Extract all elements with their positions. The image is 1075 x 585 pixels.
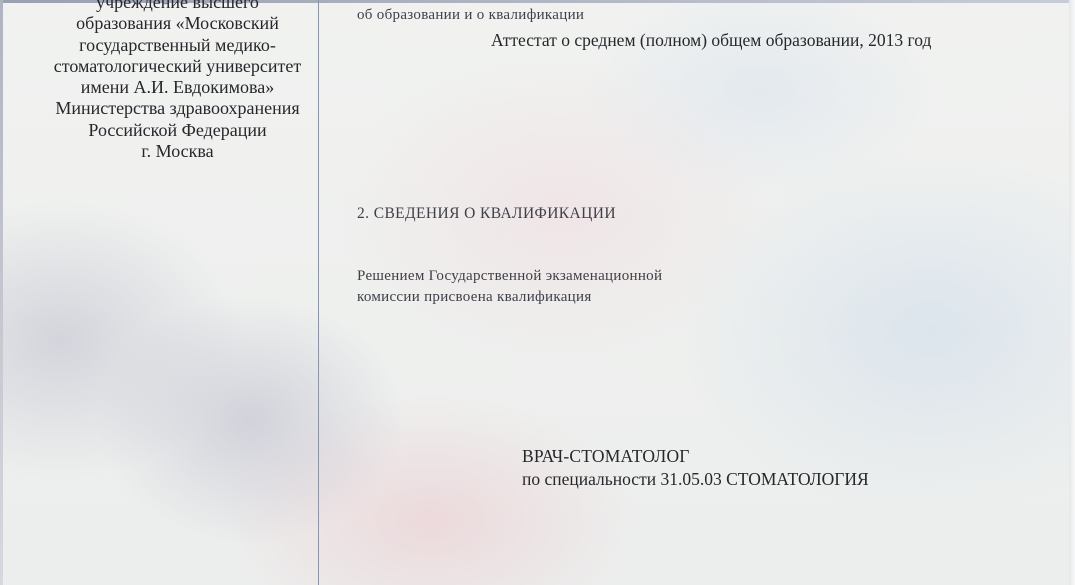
page-left-edge xyxy=(0,0,3,585)
institution-line: учреждение высшего xyxy=(96,0,259,12)
decision-line: Решением Государственной экзаменационной xyxy=(357,268,663,284)
issuing-institution-block xyxy=(25,0,330,162)
specialty-line: по специальности 31.05.03 СТОМАТОЛОГИЯ xyxy=(522,468,869,489)
previous-education-document: Аттестат о среднем (полном) общем образовании, 2013 год xyxy=(491,30,932,50)
institution-line: образования «Московский xyxy=(76,13,279,34)
qualification-title: ВРАЧ-СТОМАТОЛОГ xyxy=(522,446,690,466)
commission-decision-text xyxy=(357,266,662,308)
decision-line: комиссии присвоена квалификация xyxy=(357,289,592,305)
section-title: 2. СВЕДЕНИЯ О КВАЛИФИКАЦИИ xyxy=(357,205,616,222)
institution-line: стоматологический университет xyxy=(53,55,302,76)
institution-line: Министерства здравоохранения xyxy=(55,98,300,119)
qualification-block xyxy=(522,445,869,490)
institution-line: государственный медико- xyxy=(79,34,276,55)
institution-line: Российской Федерации xyxy=(88,119,267,140)
institution-line: имени А.И. Евдокимова» xyxy=(80,77,275,98)
page-right-edge xyxy=(1069,0,1075,585)
document-type-label: об образовании и о квалификации xyxy=(357,7,585,23)
institution-line: г. Москва xyxy=(141,141,214,162)
